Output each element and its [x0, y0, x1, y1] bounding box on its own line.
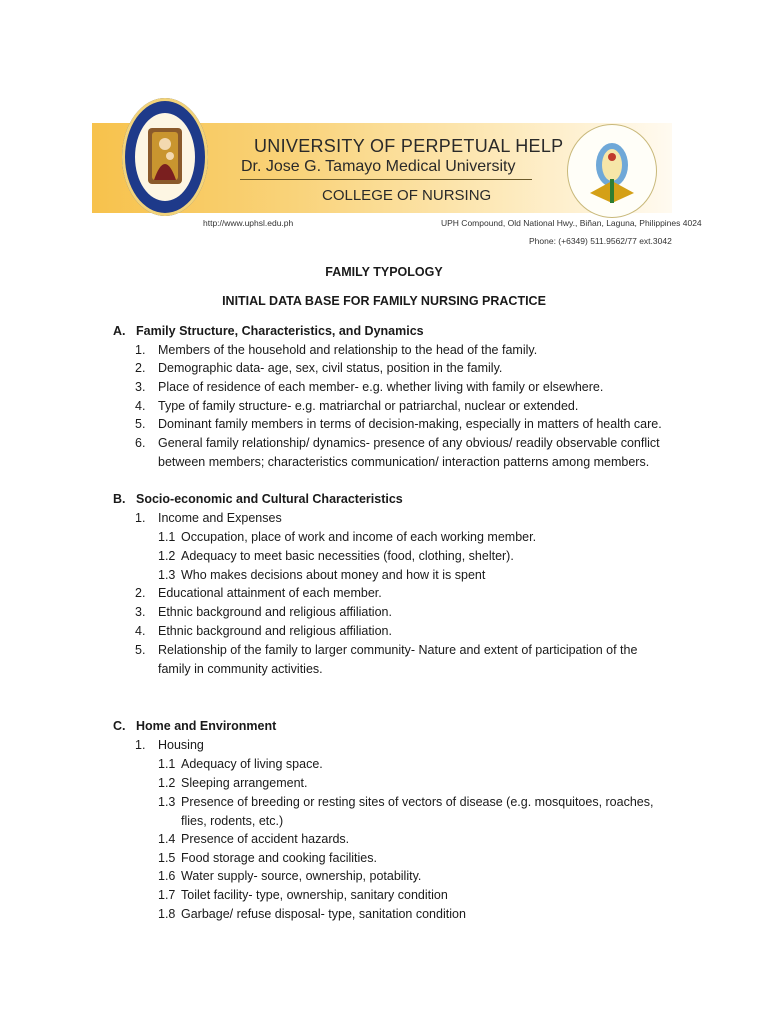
item-text: Housing	[158, 738, 204, 752]
item-number: 4.	[135, 624, 146, 638]
subitem-number: 1.5	[158, 851, 176, 865]
document-subtitle: INITIAL DATA BASE FOR FAMILY NURSING PRACTICE	[222, 294, 546, 308]
section-letter: A.	[113, 324, 126, 338]
item-text: Type of family structure- e.g. matriarchal or patriarchal, nuclear or extended.	[158, 399, 579, 413]
subitem-number: 1.2	[158, 549, 176, 563]
college-crest-logo	[567, 124, 657, 218]
university-name: UNIVERSITY OF PERPETUAL HELP	[254, 136, 564, 156]
subitem-number: 1.1	[158, 530, 176, 544]
subitem-number: 1.6	[158, 869, 176, 883]
item-text: Place of residence of each member- e.g. whether living with family or elsewhere.	[158, 380, 604, 394]
address-line: UPH Compound, Old National Hwy., Biñan, Laguna, Philippines 4024	[441, 218, 702, 228]
item-number: 2.	[135, 586, 146, 600]
subitem-text: Presence of breeding or resting sites of vectors of disease (e.g. mosquitoes, roaches,	[181, 795, 654, 809]
item-text: Members of the household and relationship to the head of the family.	[158, 343, 538, 357]
item-text: Demographic data- age, sex, civil status, position in the family.	[158, 361, 503, 375]
subitem-text: Who makes decisions about money and how it is spent	[181, 568, 486, 582]
subitem-text: Food storage and cooking facilities.	[181, 851, 377, 865]
college-name: COLLEGE OF NURSING	[322, 187, 492, 204]
subitem-text: Water supply- source, ownership, potability.	[181, 869, 422, 883]
item-number: 1.	[135, 511, 146, 525]
subitem-number: 1.2	[158, 776, 176, 790]
document-title: FAMILY TYPOLOGY	[325, 265, 443, 279]
section-heading: Home and Environment	[136, 719, 277, 733]
subitem-number: 1.7	[158, 888, 176, 902]
subitem-text-continued: flies, rodents, etc.)	[181, 814, 284, 828]
item-number: 5.	[135, 417, 146, 431]
item-text: Income and Expenses	[158, 511, 282, 525]
section-letter: B.	[113, 492, 126, 506]
medical-university-name: Dr. Jose G. Tamayo Medical University	[241, 158, 516, 175]
university-seal-logo	[122, 98, 208, 216]
subitem-number: 1.4	[158, 832, 176, 846]
subitem-number: 1.3	[158, 568, 176, 582]
section-heading: Socio-economic and Cultural Characteristics	[136, 492, 403, 506]
item-text: Ethnic background and religious affiliation.	[158, 605, 392, 619]
item-number: 6.	[135, 436, 146, 450]
item-text: General family relationship/ dynamics- presence of any obvious/ readily observable conflict	[158, 436, 660, 450]
madonna-icon	[144, 124, 186, 188]
item-text: Educational attainment of each member.	[158, 586, 382, 600]
subitem-number: 1.3	[158, 795, 176, 809]
letterhead-divider	[240, 179, 532, 180]
item-number: 4.	[135, 399, 146, 413]
item-number: 5.	[135, 643, 146, 657]
subitem-number: 1.1	[158, 757, 176, 771]
subitem-text: Sleeping arrangement.	[181, 776, 308, 790]
item-text: Relationship of the family to larger community- Nature and extent of participation of the	[158, 643, 638, 657]
item-text: Dominant family members in terms of decision-making, especially in matters of health care.	[158, 417, 662, 431]
section-letter: C.	[113, 719, 126, 733]
subitem-text: Adequacy of living space.	[181, 757, 323, 771]
subitem-text: Toilet facility- type, ownership, sanitary condition	[181, 888, 448, 902]
item-text-continued: between members; characteristics communication/ interaction patterns among members.	[158, 455, 650, 469]
crest-icon	[586, 135, 638, 207]
subitem-number: 1.8	[158, 907, 176, 921]
section-heading: Family Structure, Characteristics, and Dynamics	[136, 324, 424, 338]
item-number: 2.	[135, 361, 146, 375]
website-url[interactable]: http://www.uphsl.edu.ph	[203, 218, 294, 228]
subitem-text: Presence of accident hazards.	[181, 832, 350, 846]
item-text-continued: family in community activities.	[158, 662, 323, 676]
subitem-text: Occupation, place of work and income of each working member.	[181, 530, 537, 544]
phone-line: Phone: (+6349) 511.9562/77 ext.3042	[529, 236, 672, 246]
subitem-text: Garbage/ refuse disposal- type, sanitation condition	[181, 907, 466, 921]
item-text: Ethnic background and religious affiliation.	[158, 624, 392, 638]
subitem-text: Adequacy to meet basic necessities (food, clothing, shelter).	[181, 549, 514, 563]
item-number: 1.	[135, 343, 146, 357]
item-number: 3.	[135, 605, 146, 619]
item-number: 1.	[135, 738, 146, 752]
item-number: 3.	[135, 380, 146, 394]
